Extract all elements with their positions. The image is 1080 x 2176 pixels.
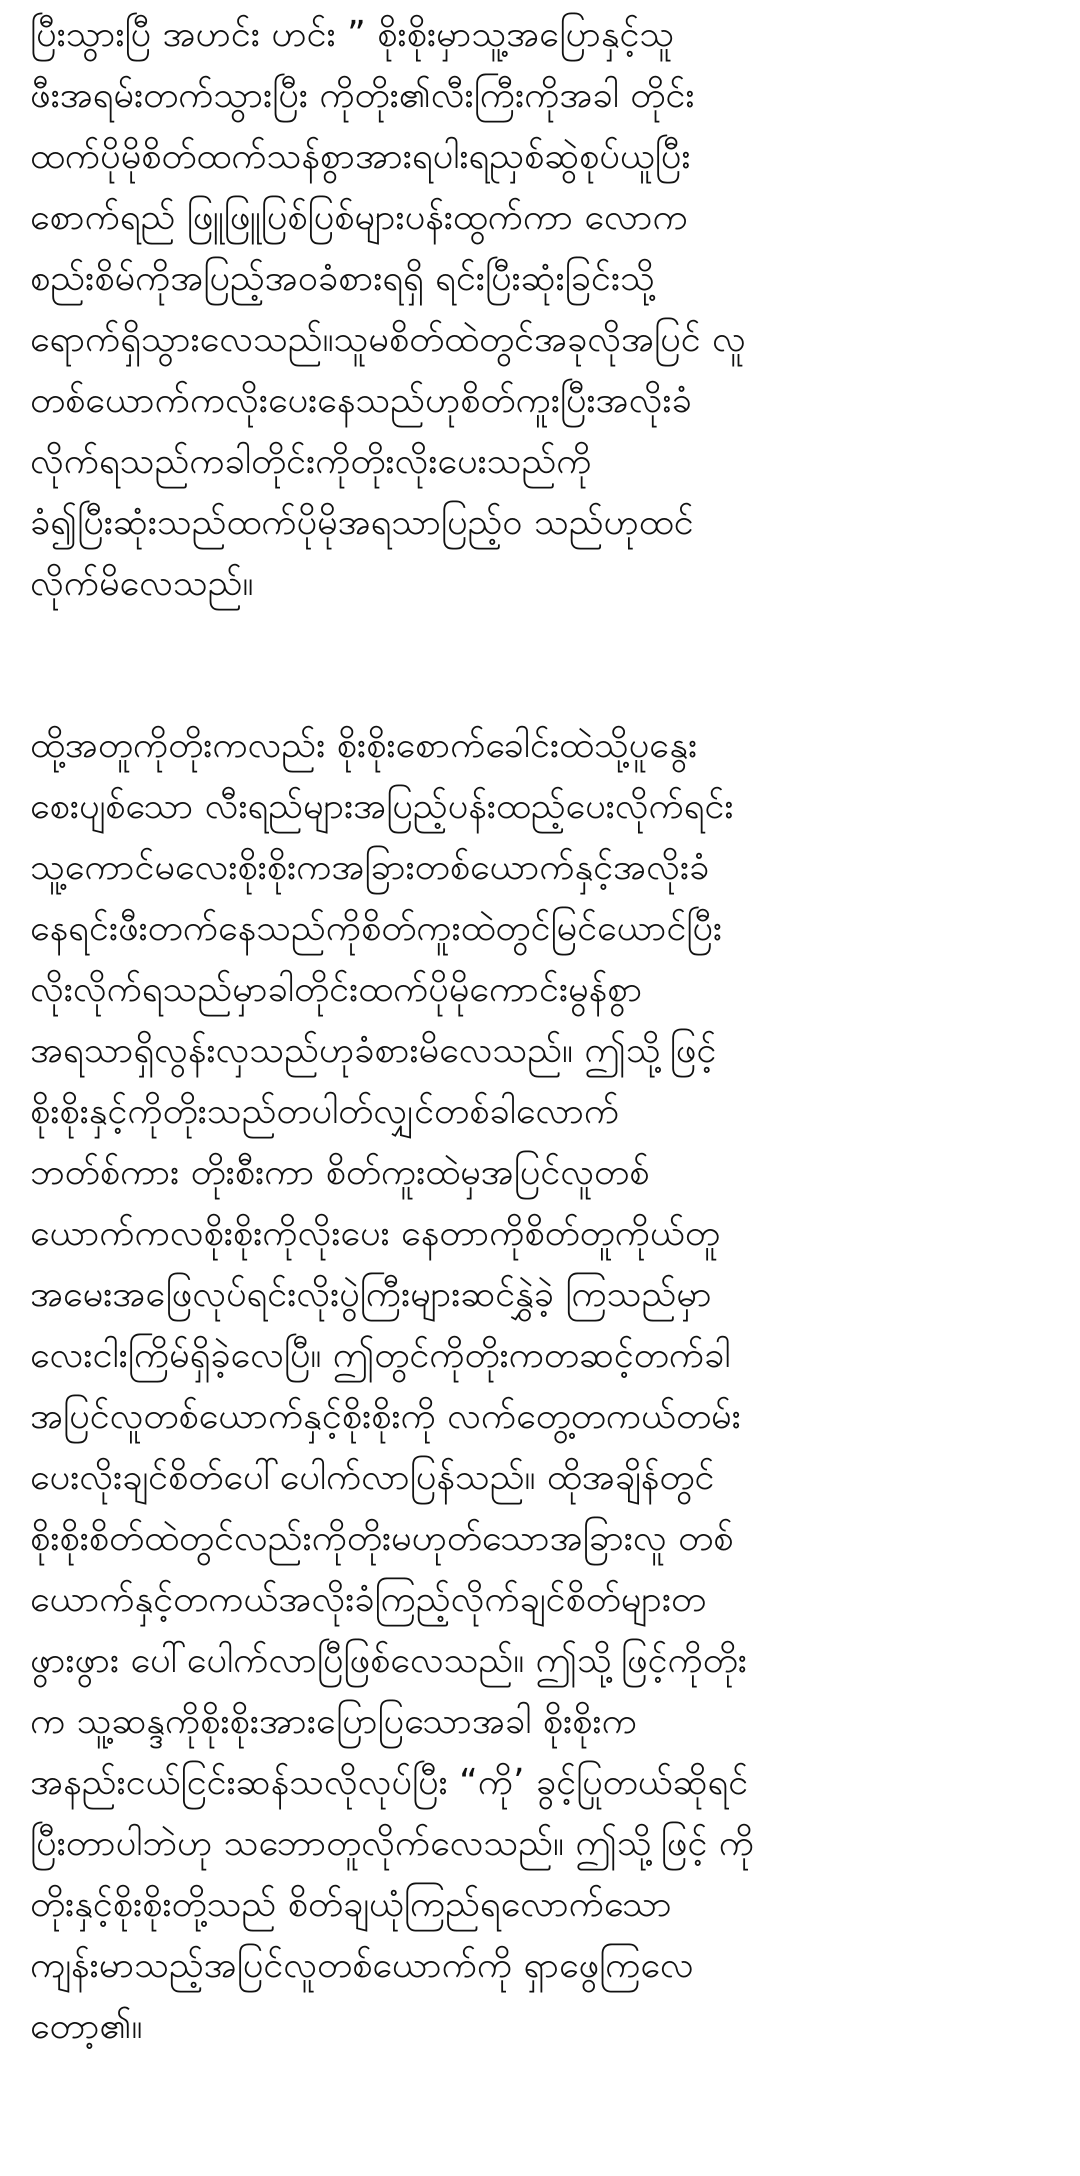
paragraph-2 bbox=[30, 715, 1054, 2057]
text-line: လိုက်ရသည်ကခါတိုင်းကိုတိုးလိုးပေးသည်ကို bbox=[30, 441, 592, 482]
text-line: ဖီးအရမ်းတက်သွားပြီး ကိုတိုး၏လီးကြီးကိုအခါ တိုင်း bbox=[30, 75, 695, 116]
text-line: က သူ့ဆန္ဒကိုစိုးစိုးအားပြောပြသောအခါ စိုးစိုးက bbox=[30, 1701, 637, 1742]
text-line: ပြီးတာပါဘဲဟု သဘောတူလိုက်လေသည်။ ဤသို့ဖြင့် ကို bbox=[30, 1823, 754, 1864]
text-line: ယောက်ကလစိုးစိုးကိုလိုးပေး နေတာကိုစိတ်တူကိုယ်တူ bbox=[30, 1213, 720, 1254]
text-line: ခံ၍ပြီးဆုံးသည်ထက်ပိုမိုအရသာပြည့်ဝ သည်ဟုထင် bbox=[30, 502, 694, 543]
text-line: ပြီးသွားပြီ အဟင်း ဟင်း ” စိုးစိုးမှာသူ့အပြောနှင့်သူ bbox=[30, 14, 675, 55]
text-line: အရသာရှိလွန်းလှသည်ဟုခံစားမိလေသည်။ ဤသို့ဖြင့် bbox=[30, 1030, 717, 1071]
text-line: စည်းစိမ်ကိုအပြည့်အဝခံစားရရှိ ရင်းပြီးဆုံးခြင်းသို့ bbox=[30, 258, 655, 299]
text-line: နေရင်းဖီးတက်နေသည်ကိုစိတ်ကူးထဲတွင်မြင်ယောင်ပြီး bbox=[30, 908, 723, 949]
text-line: စောက်ရည် ဖြူဖြူပြစ်ပြစ်များပန်းထွက်ကာ လောက bbox=[30, 197, 688, 238]
text-line: ယောက်နှင့်တကယ်အလိုးခံကြည့်လိုက်ချင်စိတ်များတ bbox=[30, 1579, 707, 1620]
text-line: ဖွားဖွား ပေါ်ပေါက်လာပြီဖြစ်လေသည်။ ဤသို့ဖြင့်ကိုတိုး bbox=[30, 1640, 747, 1681]
paragraph-1 bbox=[30, 4, 1054, 614]
text-line: အနည်းငယ်ငြင်းဆန်သလိုလုပ်ပြီး “ကို’ ခွင့်ပြုတယ်ဆိုရင် bbox=[30, 1762, 749, 1803]
text-line: စိုးစိုးစိတ်ထဲတွင်လည်းကိုတိုးမဟုတ်သောအခြားလူ တစ် bbox=[30, 1518, 734, 1559]
text-line: ပေးလိုးချင်စိတ်ပေါ်ပေါက်လာပြန်သည်။ ထိုအချိန်တွင် bbox=[30, 1457, 715, 1498]
text-line: ထက်ပိုမိုစိတ်ထက်သန်စွာအားရပါးရညှစ်ဆွဲစုပ်ယူပြီး bbox=[30, 136, 691, 177]
text-line: သူ့ကောင်မလေးစိုးစိုးကအခြားတစ်ယောက်နှင့်အလိုးခံ bbox=[30, 847, 710, 888]
text-line: ထို့အတူကိုတိုးကလည်း စိုးစိုးစောက်ခေါင်းထဲသို့ပူနွေး bbox=[30, 725, 698, 766]
text-line: တော့၏။ bbox=[30, 2006, 143, 2047]
text-line: စိုးစိုးနှင့်ကိုတိုးသည်တပါတ်လျှင်တစ်ခါလောက် bbox=[30, 1091, 620, 1132]
text-line: ဘတ်စ်ကား တိုးစီးကာ စိတ်ကူးထဲမှအပြင်လူတစ် bbox=[30, 1152, 650, 1193]
text-line: ကျန်းမာသည့်အပြင်လူတစ်ယောက်ကို ရှာဖွေကြလေ bbox=[30, 1945, 694, 1986]
text-line: တိုးနှင့်စိုးစိုးတို့သည် စိတ်ချယုံကြည်ရလောက်သော bbox=[30, 1884, 672, 1925]
text-line: စေးပျစ်သော လီးရည်များအပြည့်ပန်းထည့်ပေးလိုက်ရင်း bbox=[30, 786, 734, 827]
text-line: လိုက်မိလေသည်။ bbox=[30, 563, 254, 604]
text-line: ရောက်ရှိသွားလေသည်။သူမစိတ်ထဲတွင်အခုလိုအပြင် လူ bbox=[30, 319, 746, 360]
text-line: လေးငါးကြိမ်ရှိခဲ့လေပြီ။ ဤတွင်ကိုတိုးကတဆင့်တက်ခါ bbox=[30, 1335, 731, 1376]
text-line: အမေးအဖြေလုပ်ရင်းလိုးပွဲကြီးများဆင်နွှဲခဲ့ ကြသည်မှာ bbox=[30, 1274, 712, 1315]
text-line: အပြင်လူတစ်ယောက်နှင့်စိုးစိုးကို လက်တွေ့တကယ်တမ်း bbox=[30, 1396, 741, 1437]
text-line: တစ်ယောက်ကလိုးပေးနေသည်ဟုစိတ်ကူးပြီးအလိုးခံ bbox=[30, 380, 692, 421]
text-line: လိုးလိုက်ရသည်မှာခါတိုင်းထက်ပိုမိုကောင်းမွန်စွာ bbox=[30, 969, 643, 1010]
